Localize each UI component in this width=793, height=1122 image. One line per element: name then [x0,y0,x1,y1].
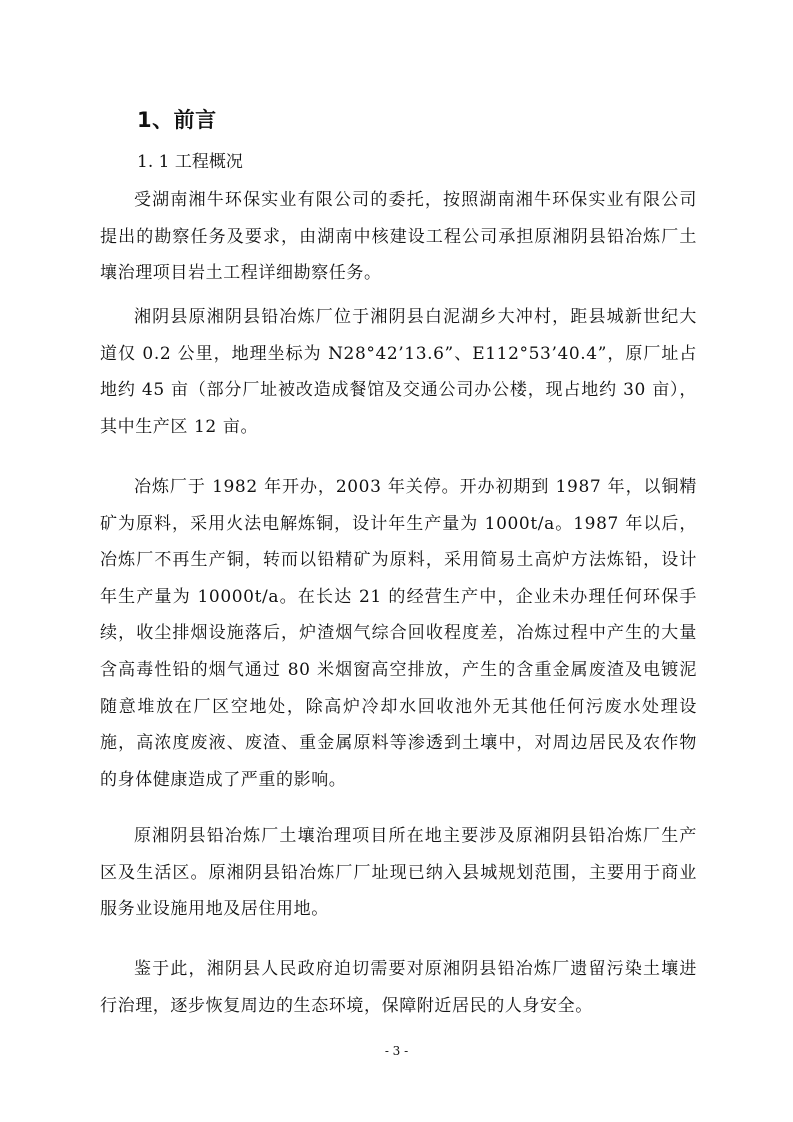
paragraph-location: 湘阴县原湘阴县铅冶炼厂位于湘阴县白泥湖乡大冲村，距县城新世纪大道仅 0.2 公里，地理坐标为 N28°42’13.6”、E112°53’40.4”，原厂址占地约 45 亩（部分厂址被改造成餐馆及交通公司办公楼，现占地约 30 亩），其中生产区 12 亩。 [100,307,697,437]
paragraph-commission: 受湖南湘牛环保实业有限公司的委托，按照湖南湘牛环保实业有限公司提出的勘察任务及要求，由湖南中核建设工程公司承担原湘阴县铅冶炼厂土壤治理项目岩土工程详细勘察任务。 [100,190,697,284]
paragraph-site-scope: 原湘阴县铅冶炼厂土壤治理项目所在地主要涉及原湘阴县铅冶炼厂生产区及生活区。原湘阴县铅冶炼厂厂址现已纳入县城规划范围，主要用于商业服务业设施用地及居住用地。 [100,826,697,920]
paragraph-conclusion: 鉴于此，湘阴县人民政府迫切需要对原湘阴县铅冶炼厂遗留污染土壤进行治理，逐步恢复周边的生态环境，保障附近居民的人身安全。 [100,959,697,1016]
paragraph-history: 冶炼厂于 1982 年开办，2003 年关停。开办初期到 1987 年，以铜精矿为原料，采用火法电解炼铜，设计年生产量为 1000t/a。1987 年以后，冶炼厂不再生产铜，转而以铅精矿为原料，采用简易土高炉方法炼铅，设计年生产量为 10000t/a。在长达 21 的经营生产中，企业未办理任何环保手续，收尘排烟设施落后，炉渣烟气综合回收程度差，冶炼过程中产生的大量含高毒性铅的烟气通过 80 米烟窗高空排放，产生的含重金属废渣及电镀泥随意堆放在厂区空地处，除高炉冷却水回收池外无其他任何污废水处理设施，高浓度废液、废渣、重金属原料等渗透到土壤中，对周边居民及农作物的身体健康造成了严重的影响。 [100,477,697,790]
section-heading: 1、前言 [137,108,217,132]
subsection-heading: 1. 1 工程概况 [137,152,243,172]
page-number: - 3 - [384,1044,409,1058]
